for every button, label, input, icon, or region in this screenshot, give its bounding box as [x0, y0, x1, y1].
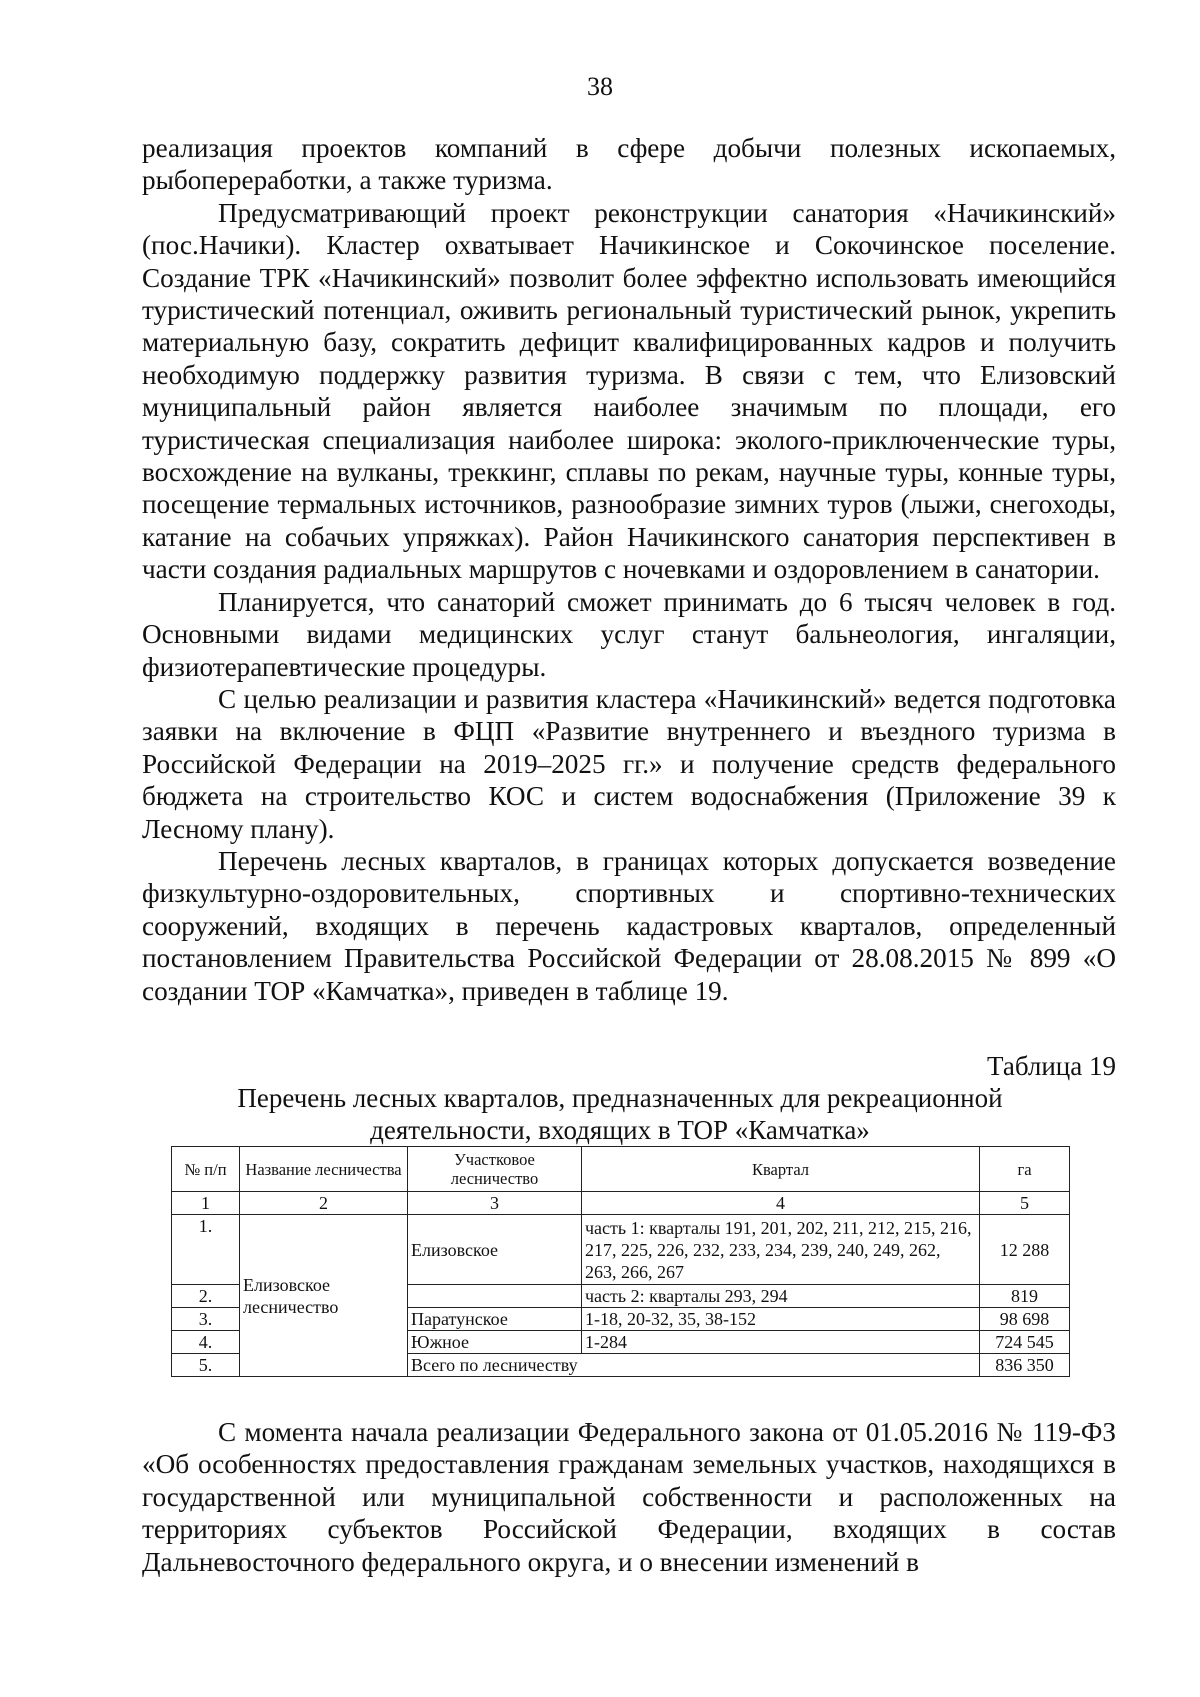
quarter-list: часть 2: кварталы 293, 294 — [582, 1285, 980, 1308]
district-name: Паратунское — [408, 1308, 582, 1331]
table-number: Таблица 19 — [987, 1051, 1116, 1081]
paragraph: Перечень лесных кварталов, в границах которых допускается возведение физкультурно-оздоровительных, спортивных и спортивно-технических сооружений, входящих в перечень кадастровых кварталов, определенный постановлением Правительства Российской Федерации от 28.08.2015 № 899 «О создании ТОР «Камчатка», приведен в таблице 19. — [142, 845, 1116, 1006]
quarter-list: часть 1: кварталы 191, 201, 202, 211, 212, 215, 216, 217, 225, 226, 232, 233, 234, 239, 240, 249, 262, 263, 266, 267 — [582, 1215, 980, 1285]
table-row — [172, 1215, 1070, 1285]
area-total: 836 350 — [980, 1354, 1070, 1377]
district-name: Южное — [408, 1331, 582, 1354]
header-quarter: Квартал — [582, 1147, 980, 1192]
page-number: 38 — [587, 72, 613, 101]
quarter-list: 1-284 — [582, 1331, 980, 1354]
header-area: га — [980, 1147, 1070, 1192]
row-num: 4. — [172, 1331, 240, 1354]
total-label: Всего по лесничеству — [408, 1354, 980, 1377]
header-district: Участковое лесничество — [408, 1147, 582, 1192]
paragraph: С момента начала реализации Федерального закона от 01.05.2016 № 119-ФЗ «Об особенностях предоставления гражданам земельных участков, находящихся в государственной или муниципальной собственности и расположенных на территориях субъектов Российской Федерации, входящих в состав Дальневосточного федерального округа, и о внесении изменений в — [142, 1417, 1116, 1577]
column-number: 1 — [172, 1192, 240, 1215]
row-num: 5. — [172, 1354, 240, 1377]
column-number: 3 — [408, 1192, 582, 1215]
header-forestry: Название лесничества — [240, 1147, 408, 1192]
forest-quarters-table — [171, 1146, 1070, 1377]
column-number: 5 — [980, 1192, 1070, 1215]
column-number-row — [172, 1192, 1070, 1215]
area-value: 819 — [980, 1285, 1070, 1308]
district-name — [408, 1285, 582, 1308]
table-caption-line: деятельности, входящих в ТОР «Камчатка» — [370, 1115, 870, 1145]
table-caption-line: Перечень лесных кварталов, предназначенных для рекреационной — [237, 1083, 1003, 1113]
area-value: 724 545 — [980, 1331, 1070, 1354]
forestry-name: Елизовское лесничество — [240, 1215, 408, 1377]
body-text-bottom — [142, 1416, 1116, 1578]
paragraph: реализация проектов компаний в сфере добычи полезных ископаемых, рыбопереработки, а также туризма. — [142, 133, 1116, 196]
table-header-row — [172, 1147, 1070, 1192]
area-value: 98 698 — [980, 1308, 1070, 1331]
area-value: 12 288 — [980, 1215, 1070, 1285]
paragraph: Предусматривающий проект реконструкции санатория «Начикинский» (пос.Начики). Кластер охватывает Начикинское и Сокочинское поселение. Создание ТРК «Начикинский» позволит более эффектно использовать имеющийся туристический потенциал, оживить региональный туристический рынок, укрепить материальную базу, сократить дефицит квалифицированных кадров и получить необходимую поддержку развития туризма. В связи с тем, что Елизовский муниципальный район является наиболее значимым по площади, его туристическая специализация наиболее широка: эколого-приключенческие туры, восхождение на вулканы, треккинг, сплавы по рекам, научные туры, конные туры, посещение термальных источников, разнообразие зимних туров (лыжи, снегоходы, катание на собачьих упряжках). Район Начикинского санатория перспективен в части создания радиальных маршрутов с ночевками и оздоровлением в санатории. — [142, 197, 1116, 585]
body-text-top — [142, 132, 1116, 1007]
district-name: Елизовское — [408, 1215, 582, 1285]
paragraph: С целью реализации и развития кластера «Начикинский» ведется подготовка заявки на включение в ФЦП «Развитие внутреннего и въездного туризма в Российской Федерации на 2019–2025 гг.» и получение средств федерального бюджета на строительство КОС и систем водоснабжения (Приложение 39 к Лесному плану). — [142, 683, 1116, 844]
column-number: 4 — [582, 1192, 980, 1215]
row-num: 3. — [172, 1308, 240, 1331]
header-num: № п/п — [172, 1147, 240, 1192]
quarter-list: 1-18, 20-32, 35, 38-152 — [582, 1308, 980, 1331]
paragraph: Планируется, что санаторий сможет принимать до 6 тысяч человек в год. Основными видами медицинских услуг станут бальнеология, ингаляции, физиотерапевтические процедуры. — [142, 586, 1116, 682]
row-num: 1. — [172, 1215, 240, 1285]
table-caption — [170, 1082, 1070, 1146]
column-number: 2 — [240, 1192, 408, 1215]
row-num: 2. — [172, 1285, 240, 1308]
